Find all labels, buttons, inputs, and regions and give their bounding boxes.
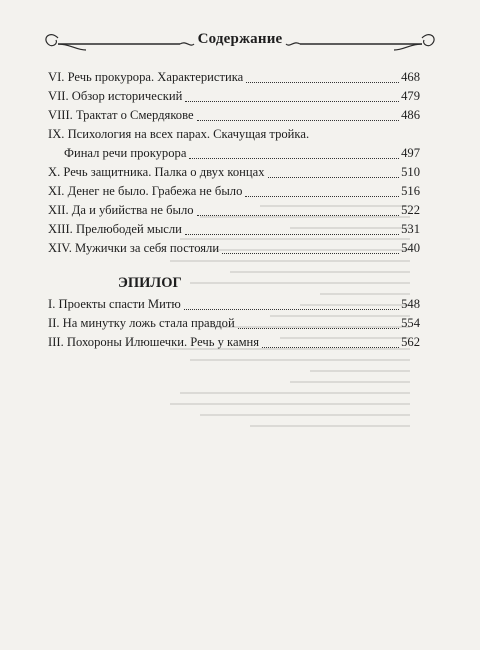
toc-entry[interactable] bbox=[48, 220, 420, 239]
toc-entry-page: 486 bbox=[401, 108, 420, 122]
toc-entry-title: XI. Денег не было. Грабежа не было bbox=[48, 184, 243, 198]
dot-leader bbox=[184, 309, 399, 310]
toc-entry-page: 540 bbox=[401, 241, 420, 255]
page-title: Содержание bbox=[197, 31, 283, 47]
toc-entry-title: III. Похороны Илюшечки. Речь у камня bbox=[48, 335, 260, 349]
toc-entry[interactable] bbox=[48, 295, 420, 314]
toc-entry[interactable] bbox=[48, 201, 420, 220]
toc-entry[interactable] bbox=[48, 87, 420, 106]
dot-leader bbox=[185, 101, 399, 102]
toc-entry-page: 562 bbox=[401, 335, 420, 349]
toc-entry[interactable] bbox=[48, 333, 420, 352]
dot-leader bbox=[238, 328, 399, 329]
table-of-contents bbox=[48, 68, 420, 352]
dot-leader bbox=[197, 215, 400, 216]
section-heading-epilogue: ЭПИЛОГ bbox=[118, 275, 182, 291]
toc-entry-title: IX. Психология на всех парах. Скачущая тройка. bbox=[48, 127, 310, 141]
dot-leader bbox=[197, 120, 400, 121]
dot-leader bbox=[245, 196, 399, 197]
toc-entry-title: X. Речь защитника. Палка о двух концах bbox=[48, 165, 265, 179]
toc-entry-page: 479 bbox=[401, 89, 420, 103]
dot-leader bbox=[222, 253, 399, 254]
toc-entry[interactable] bbox=[48, 182, 420, 201]
toc-entry-title: XIV. Мужички за себя постояли bbox=[48, 241, 220, 255]
toc-entry[interactable] bbox=[48, 163, 420, 182]
toc-entry-title: XIII. Прелюбодей мысли bbox=[48, 222, 182, 236]
toc-entry-page: 522 bbox=[401, 203, 420, 217]
toc-entry-page: 548 bbox=[401, 297, 420, 311]
toc-entry-title-cont: Финал речи прокурора bbox=[64, 146, 187, 160]
toc-entry[interactable] bbox=[48, 68, 420, 87]
toc-entry[interactable] bbox=[48, 239, 420, 258]
toc-entry-title: VIII. Трактат о Смердякове bbox=[48, 108, 194, 122]
toc-entry-title: VI. Речь прокурора. Характеристика bbox=[48, 70, 244, 84]
dot-leader bbox=[189, 158, 399, 159]
dot-leader bbox=[262, 347, 399, 348]
toc-entry[interactable] bbox=[48, 106, 420, 125]
toc-entry[interactable] bbox=[48, 314, 420, 333]
toc-entry-page: 516 bbox=[401, 184, 420, 198]
toc-entry-title: I. Проекты спасти Митю bbox=[48, 297, 181, 311]
toc-entry-page: 497 bbox=[401, 146, 420, 160]
toc-entry[interactable] bbox=[48, 125, 420, 144]
toc-entry-title: XII. Да и убийства не было bbox=[48, 203, 194, 217]
dot-leader bbox=[268, 177, 400, 178]
toc-entry-page: 468 bbox=[401, 70, 420, 84]
dot-leader bbox=[246, 82, 399, 83]
page-header bbox=[40, 20, 440, 64]
toc-entry-title: II. На минутку ложь стала правдой bbox=[48, 316, 235, 330]
toc-entry-continuation[interactable] bbox=[48, 144, 420, 163]
toc-entry-page: 510 bbox=[401, 165, 420, 179]
toc-entry-page: 531 bbox=[401, 222, 420, 236]
dot-leader bbox=[185, 234, 399, 235]
toc-entry-title: VII. Обзор исторический bbox=[48, 89, 183, 103]
toc-entry-page: 554 bbox=[401, 316, 420, 330]
